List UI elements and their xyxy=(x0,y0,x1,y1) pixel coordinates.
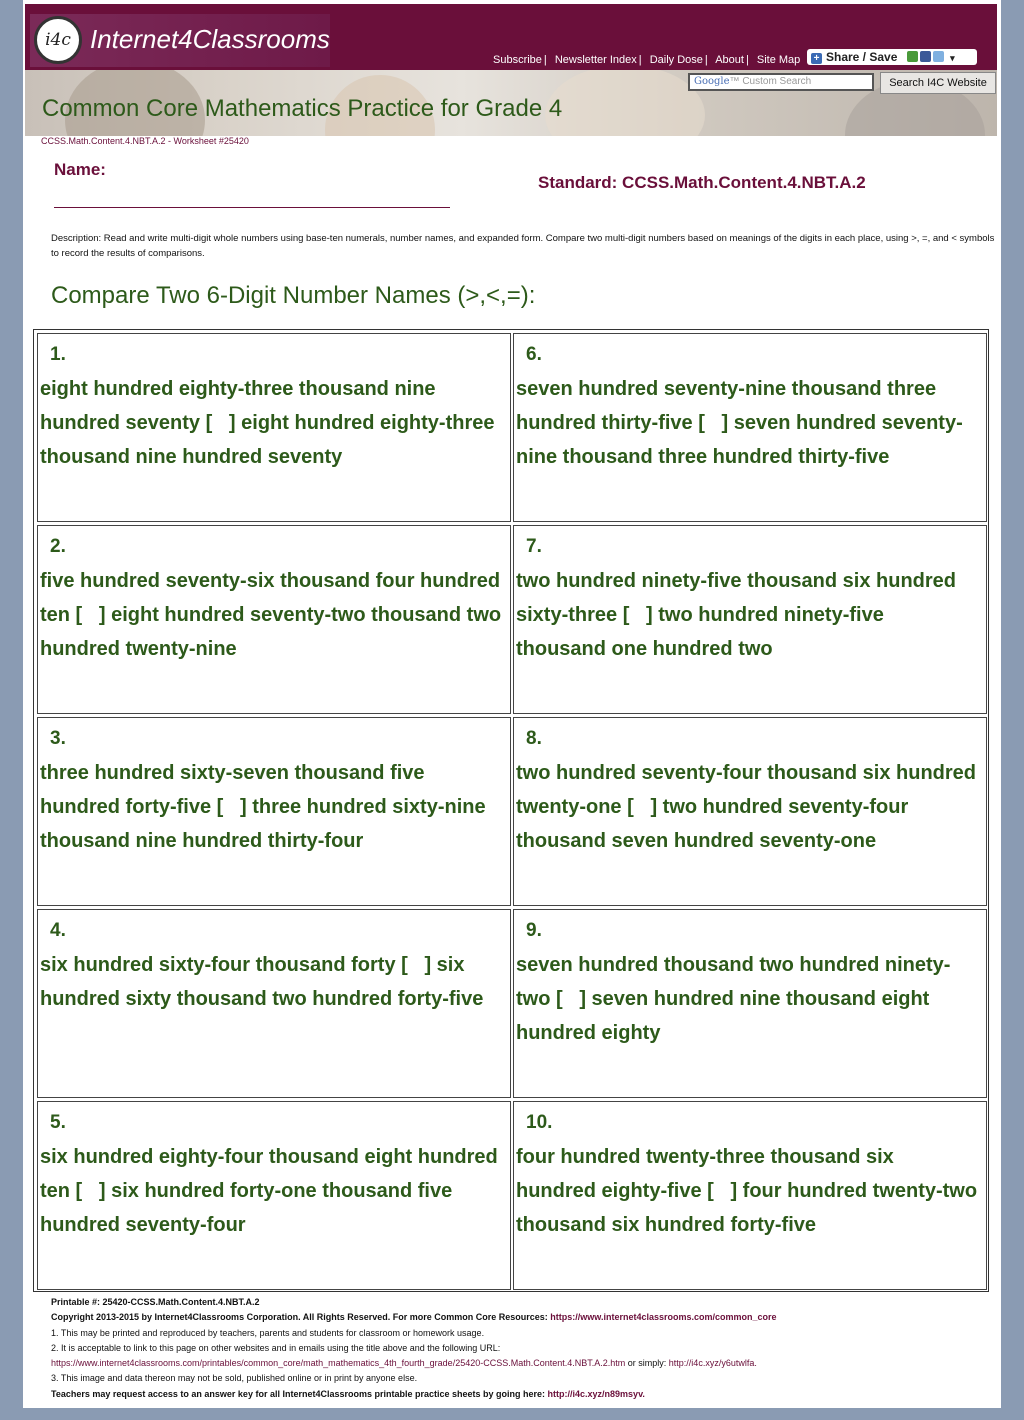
problem-number: 2. xyxy=(50,536,66,557)
problem-cell xyxy=(513,909,987,1098)
problem-cell xyxy=(37,1101,511,1290)
name-line xyxy=(54,207,450,208)
nav-daily-dose[interactable]: Daily Dose xyxy=(649,54,703,66)
copyright-text: Copyright 2013-2015 by Internet4Classrooms Corporation. All Rights Reserved. For more Common Core Resources: xyxy=(51,1312,551,1323)
facebook-icon xyxy=(920,51,931,62)
problem-text: four hundred twenty-three thousand six hundred eighty-five [ ] four hundred twenty-two thousand six hundred forty-five xyxy=(516,1146,978,1236)
search-button[interactable]: Search I4C Website xyxy=(880,72,996,94)
name-label: Name: xyxy=(54,160,106,179)
search-input[interactable]: Google™ Custom Search xyxy=(688,73,874,91)
problem-text: two hundred seventy-four thousand six hundred twenty-one [ ] two hundred seventy-four thousand seven hundred seventy-one xyxy=(516,762,977,852)
note-2: 2. It is acceptable to link to this page on other websites and in emails using the title above and the following URL: xyxy=(51,1342,501,1353)
logo-text: Internet4Classrooms xyxy=(90,24,330,54)
problem-cell xyxy=(37,525,511,714)
description: Description: Read and write multi-digit whole numbers using base-ten numerals, number names, and expanded form. Compare two multi-digit numbers based on meanings of the digits in each place, using >, =, and < symbols to record the results of comparisons. xyxy=(51,233,995,259)
problem-text: seven hundred seventy-nine thousand three hundred thirty-five [ ] seven hundred seventy-nine thousand three hundred thirty-five xyxy=(516,378,963,468)
problem-text: two hundred ninety-five thousand six hundred sixty-three [ ] two hundred ninety-five thousand one hundred two xyxy=(516,570,957,660)
problem-number: 7. xyxy=(526,536,542,557)
problem-text: eight hundred eighty-three thousand nine hundred seventy [ ] eight hundred eighty-three thousand nine hundred seventy xyxy=(40,378,495,468)
nav-site-map[interactable]: Site Map xyxy=(756,54,801,66)
answer-key-text: Teachers may request access to an answer key for all Internet4Classrooms printable practice sheets by going here: xyxy=(51,1388,548,1399)
dropdown-icon: ▾ xyxy=(950,53,955,63)
problem-text: six hundred sixty-four thousand forty [ ] six hundred sixty thousand two hundred forty-five xyxy=(40,954,484,1010)
worksheet-id: CCSS.Math.Content.4.NBT.A.2 - Worksheet #25420 xyxy=(41,136,249,146)
problem-cell xyxy=(513,1101,987,1290)
twitter-icon xyxy=(933,51,944,62)
problem-number: 8. xyxy=(526,728,542,749)
note-2-mid: or simply: xyxy=(625,1358,669,1369)
logo[interactable] xyxy=(30,14,330,67)
problem-number: 3. xyxy=(50,728,66,749)
answer-key-note xyxy=(51,1387,991,1402)
problem-number: 6. xyxy=(526,344,542,365)
nav-subscribe[interactable]: Subscribe xyxy=(493,54,542,66)
problem-number: 10. xyxy=(526,1112,553,1133)
copyright xyxy=(51,1310,991,1325)
page xyxy=(23,0,1001,1408)
problem-text: five hundred seventy-six thousand four hundred ten [ ] eight hundred seventy-two thousand two hundred twenty-nine xyxy=(40,570,502,660)
nav-about[interactable]: About xyxy=(715,54,744,66)
short-link[interactable]: http://i4c.xyz/y6utwlfa. xyxy=(668,1358,757,1369)
printable-number: Printable #: 25420-CCSS.Math.Content.4.NBT.A.2 xyxy=(51,1297,260,1307)
common-core-link[interactable]: https://www.internet4classrooms.com/common_core xyxy=(550,1312,777,1323)
top-nav: Subscribe | Newsletter Index | Daily Dose | About | Site Map xyxy=(493,54,801,66)
problem-number: 4. xyxy=(50,920,66,941)
problem-text: seven hundred thousand two hundred ninety-two [ ] seven hundred nine thousand eight hundred eighty xyxy=(516,954,951,1044)
problem-number: 9. xyxy=(526,920,542,941)
problem-cell xyxy=(513,717,987,906)
problem-cell xyxy=(513,333,987,522)
standard-label: Standard: CCSS.Math.Content.4.NBT.A.2 xyxy=(538,173,866,192)
problem-cell xyxy=(37,909,511,1098)
plus-icon: + xyxy=(811,53,822,64)
nav-newsletter-index[interactable]: Newsletter Index xyxy=(554,54,637,66)
search-placeholder: Custom Search xyxy=(742,76,812,87)
note-1: 1. This may be printed and reproduced by teachers, parents and students for classroom or homework usage. xyxy=(51,1327,485,1338)
worksheet-link[interactable]: https://www.internet4classrooms.com/printables/common_core/math_mathematics_4th_fourth_grade/25420-CCSS.Math.Content.4.NBT.A.2.htm xyxy=(51,1358,626,1369)
header-bar xyxy=(25,4,997,70)
share-label: Share / Save xyxy=(826,50,898,64)
logo-mark-icon: i4c xyxy=(34,16,82,64)
answer-key-link[interactable]: http://i4c.xyz/n89msyv. xyxy=(547,1388,645,1399)
problem-text: three hundred sixty-seven thousand five hundred forty-five [ ] three hundred sixty-nine thousand nine hundred thirty-four xyxy=(40,762,486,852)
problem-cell xyxy=(37,717,511,906)
problem-cell xyxy=(37,333,511,522)
footer xyxy=(51,1295,991,1402)
note-2-urls xyxy=(51,1356,991,1371)
problem-cell xyxy=(513,525,987,714)
note-3: 3. This image and data thereon may not be sold, published online or in print by anyone else. xyxy=(51,1373,418,1384)
problem-number: 1. xyxy=(50,344,66,365)
page-title: Common Core Mathematics Practice for Grade 4 xyxy=(42,95,563,122)
problem-grid xyxy=(33,329,989,1292)
problem-number: 5. xyxy=(50,1112,66,1133)
problem-text: six hundred eighty-four thousand eight hundred ten [ ] six hundred forty-one thousand five hundred seventy-four xyxy=(40,1146,498,1236)
share-email-icon xyxy=(907,51,918,62)
section-title: Compare Two 6-Digit Number Names (>,<,=): xyxy=(51,282,536,309)
google-logo: Google xyxy=(694,76,730,87)
share-save-button[interactable] xyxy=(807,49,977,65)
